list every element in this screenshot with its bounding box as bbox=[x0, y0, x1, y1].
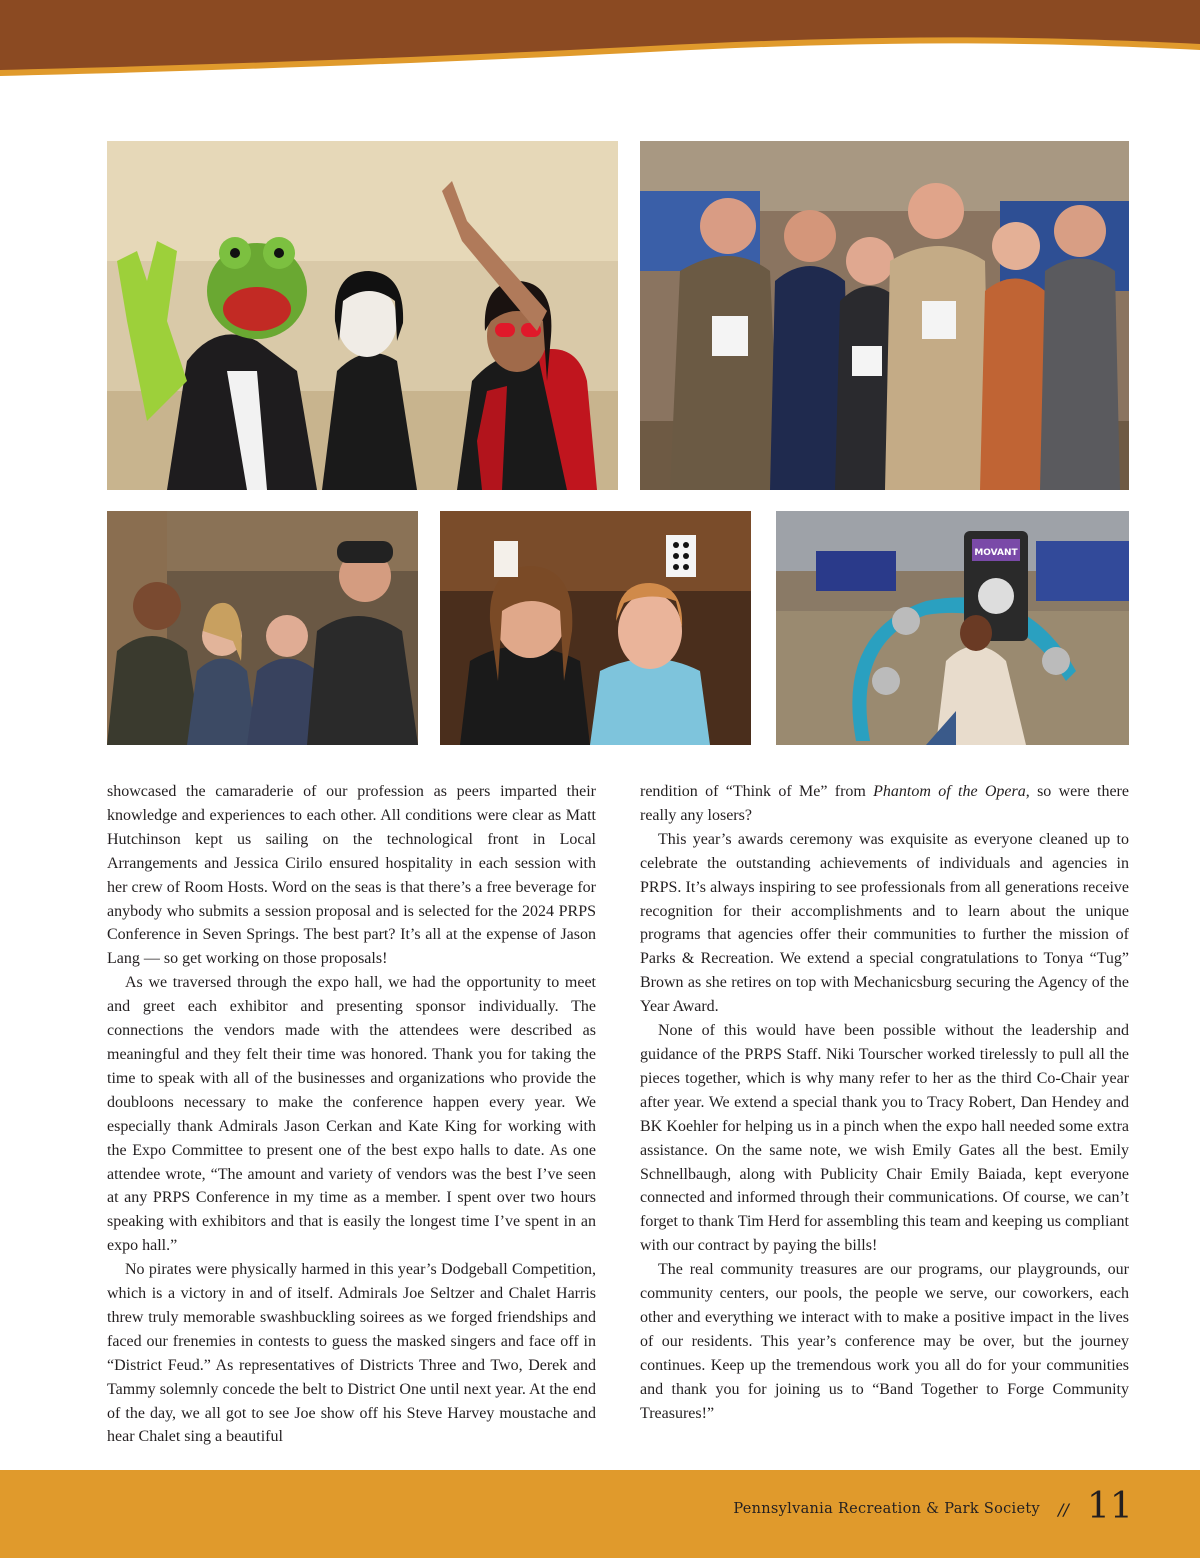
photo-costumes bbox=[107, 141, 618, 490]
text-run: , so were there really any losers? bbox=[640, 783, 1129, 824]
header-decorative-band bbox=[0, 0, 1200, 80]
footer-separator: // bbox=[1058, 1500, 1069, 1519]
photo-group-expo bbox=[640, 141, 1129, 490]
page-number: 11 bbox=[1087, 1486, 1133, 1527]
text-run: rendition of “Think of Me” from bbox=[640, 783, 874, 800]
photo-card-game bbox=[440, 511, 751, 745]
photo-playground-equipment bbox=[776, 511, 1129, 745]
footer-organization: Pennsylvania Recreation & Park Society bbox=[733, 1501, 1040, 1517]
paragraph: As we traversed through the expo hall, we had the opportunity to meet and greet each exhibitor and presenting sponsor individually. The connections the vendors made with the attendees were described as meaningful and they felt their time was honored. Thank you for taking the time to speak with all of the businesses and organizations who provide the doubloons necessary to make the conference happen every year. We especially thank Admirals Jason Cerkan and Kate King for working with the Expo Committee to present one of the best expo halls to date. As one attendee wrote, “The amount and variety of vendors was the best I’ve seen at any PRPS Conference in my time as a member. I spent over two hours speaking with exhibitors and that is easily the longest time I’ve spent in an expo hall.” bbox=[107, 974, 596, 1255]
sign-text: MOVANT bbox=[974, 548, 1018, 558]
work-title: Phantom of the Opera bbox=[873, 783, 1026, 800]
paragraph bbox=[640, 780, 1129, 828]
paragraph: None of this would have been possible without the leadership and guidance of the PRPS Staff. Niki Tourscher worked tirelessly to pull all the pieces together, which is why many refer to her as the third Co-Chair year after year. We extend a special thank you to Tracy Robert, Dan Hendey and BK Koehler for helping us in a pinch when the expo hall needed some extra assistance. On the same note, we wish Emily Gates all the best. Emily Schnellbaugh, along with Publicity Chair Emily Baiada, kept everyone connected and informed through their communications. Of course, we can’t forget to thank Tim Herd for assembling this team and keeping us compliant with our contract by paying the bills! bbox=[640, 1022, 1129, 1255]
article-column-left bbox=[107, 780, 596, 1449]
paragraph: No pirates were physically harmed in this year’s Dodgeball Competition, which is a victory in and of itself. Admirals Joe Seltzer and Chalet Harris threw truly memorable swashbuckling soirees as we forged friendships and faced our frenemies in contests to guess the masked singers and face off in “District Feud.” As representatives of Districts Three and Two, Derek and Tammy solemnly concede the belt to District One until next year. At the end of the day, we all got to see Joe show off his Steve Harvey moustache and hear Chalet sing a beautiful bbox=[107, 1261, 596, 1446]
paragraph: The real community treasures are our programs, our playgrounds, our community centers, our pools, the people we serve, our coworkers, each other and everything we interact with to make a positive impact in the lives of our residents. This year’s conference may be over, but the journey continues. Keep up the tremendous work you all do for your communities and thank you for joining us to “Band Together to Forge Community Treasures!” bbox=[640, 1261, 1129, 1422]
paragraph: showcased the camaraderie of our profession as peers imparted their knowledge and experiences to each other. All conditions were clear as Matt Hutchinson kept us sailing on the technological front in Local Arrangements and Jessica Cirilo ensured hospitality in each session with her crew of Room Hosts. Word on the seas is that there’s a free beverage for anybody who submits a session proposal and is selected for the 2024 PRPS Conference in Seven Springs. The best part? It’s all at the expense of Jason Lang — so get working on those proposals! bbox=[107, 783, 596, 968]
paragraph: This year’s awards ceremony was exquisite as everyone cleaned up to celebrate the outstanding achievements of individuals and agencies in PRPS. It’s always inspiring to see professionals from all generations receive recognition for their accomplishments and to learn about the unique programs that agencies offer their communities to further the mission of Parks & Recreation. We extend a special congratulations to Tonya “Tug” Brown as she retires on top with Mechanicsburg securing the Agency of the Year Award. bbox=[640, 830, 1129, 1016]
article-column-right bbox=[640, 780, 1129, 1425]
photo-four-friends bbox=[107, 511, 418, 745]
